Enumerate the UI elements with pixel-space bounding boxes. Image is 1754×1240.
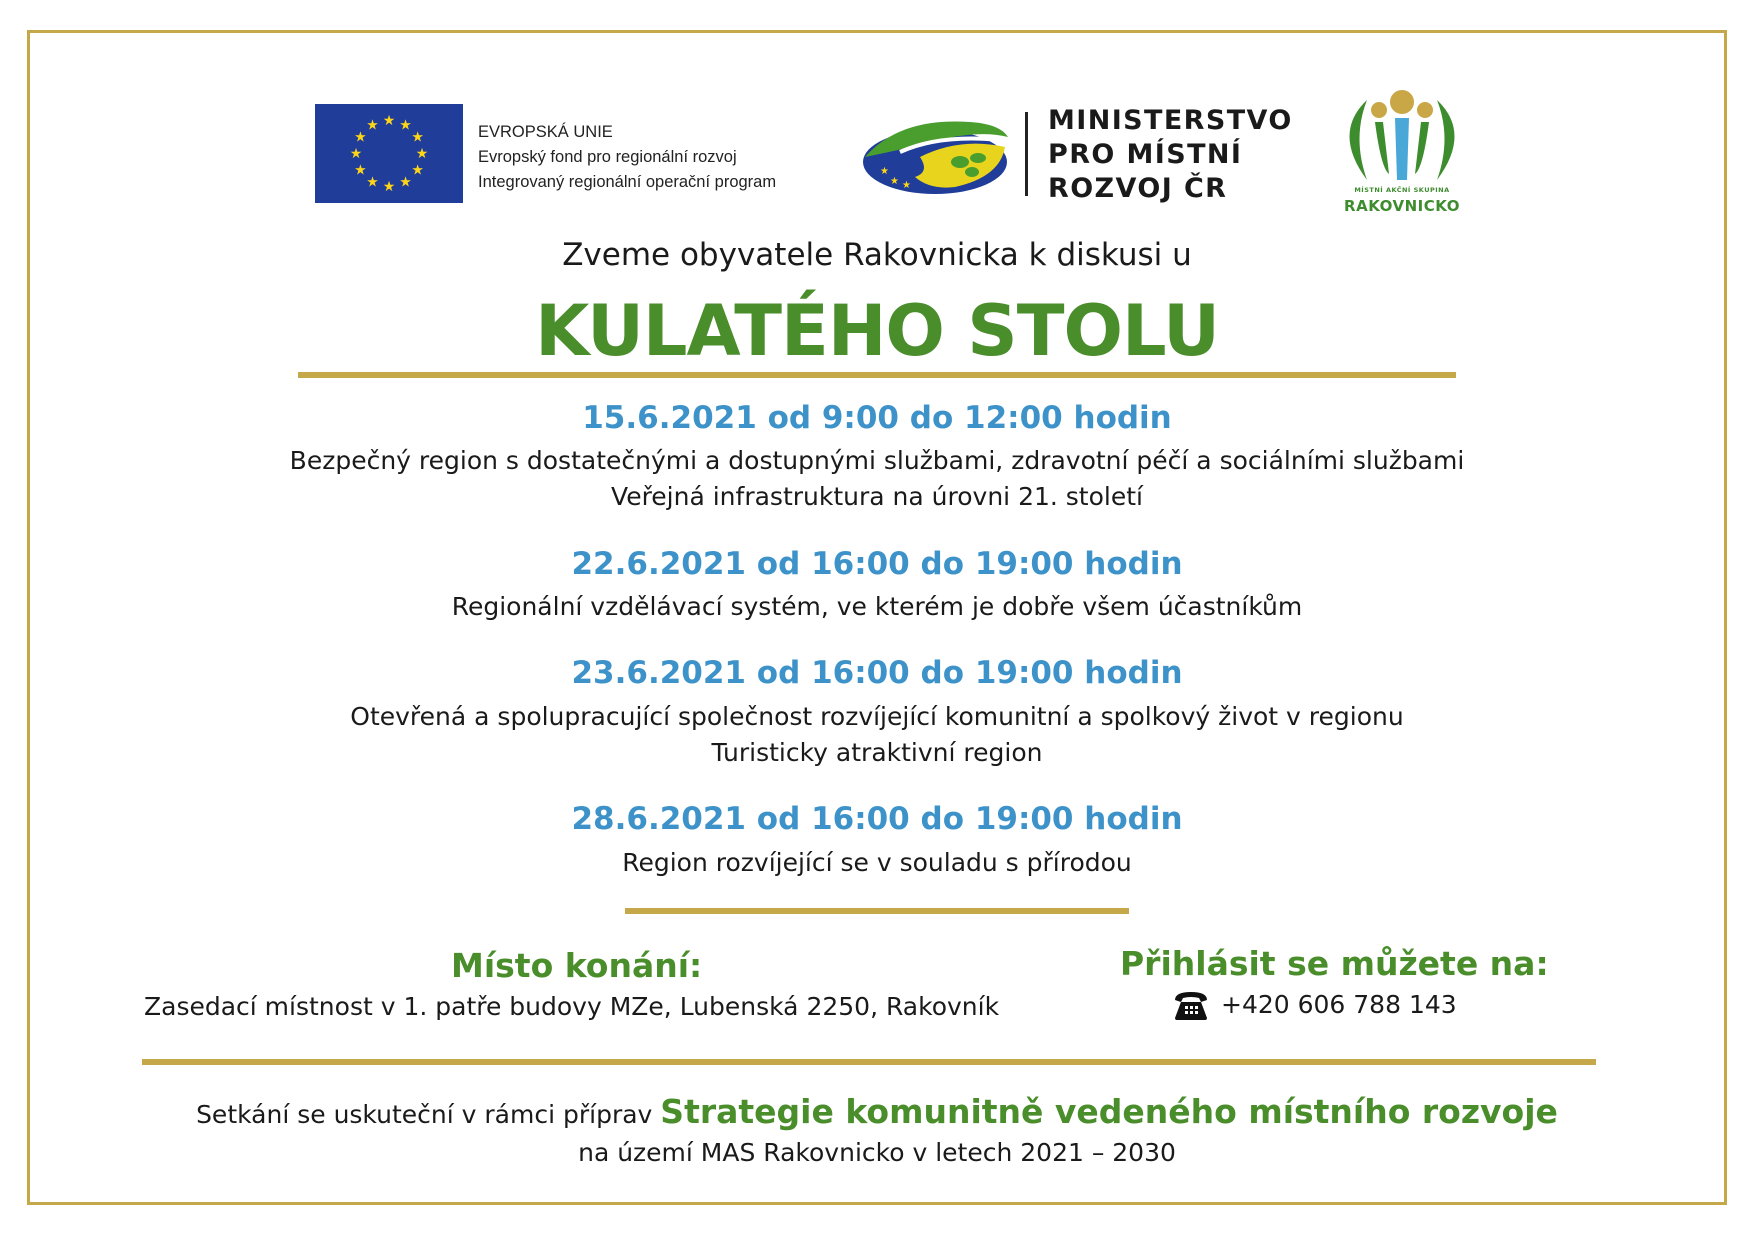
mmr-logo-text — [1048, 104, 1293, 206]
session-topic: Turisticky atraktivní region — [711, 738, 1043, 767]
venue-address: Zasedací místnost v 1. patře budovy MZe, Lubenská 2250, Rakovník — [144, 992, 1000, 1021]
eu-star-icon: ★ — [411, 162, 424, 179]
footer-line-2: na území MAS Rakovnicko v letech 2021 – 2030 — [578, 1138, 1176, 1167]
eu-logo-text — [478, 120, 776, 195]
eu-star-icon: ★ — [399, 174, 412, 191]
invite-line: Zveme obyvatele Rakovnicka k diskusi u — [562, 237, 1192, 273]
session-date: 22.6.2021 od 16:00 do 19:00 hodin — [571, 546, 1183, 582]
eu-star-icon: ★ — [399, 117, 412, 134]
eu-star-icon: ★ — [354, 162, 367, 179]
eu-star-icon: ★ — [366, 174, 379, 191]
mas-logo-subtitle: MÍSTNÍ AKČNÍ SKUPINA — [1354, 186, 1450, 194]
mas-logo-name: RAKOVNICKO — [1344, 197, 1460, 215]
mmr-logo-divider — [1025, 112, 1028, 196]
eu-stars-icon — [315, 104, 463, 203]
svg-text:★: ★ — [890, 176, 899, 187]
session-date: 23.6.2021 od 16:00 do 19:00 hodin — [571, 655, 1183, 691]
session-topic: Region rozvíjející se v souladu s přírodou — [622, 848, 1132, 877]
eu-star-icon: ★ — [366, 117, 379, 134]
footer-strategy-title: Strategie komunitně vedeného místního rozvoje — [660, 1092, 1558, 1131]
eu-text-line: Evropský fond pro regionální rozvoj — [478, 148, 737, 166]
mmr-text-line: MINISTERSTVO — [1048, 105, 1293, 136]
footer-line-1 — [0, 1092, 1754, 1131]
page-title: KULATÉHO STOLU — [535, 290, 1219, 372]
eu-star-icon: ★ — [411, 129, 424, 146]
eu-star-icon: ★ — [354, 129, 367, 146]
mmr-logo-graphic — [860, 112, 1010, 197]
sessions-divider — [625, 908, 1129, 914]
venue-heading: Místo konání: — [451, 946, 703, 985]
registration-phone: +420 606 788 143 — [1221, 990, 1457, 1019]
eu-star-icon: ★ — [382, 179, 396, 195]
mas-rakovnicko-logo — [1337, 88, 1467, 188]
eu-star-icon: ★ — [415, 146, 429, 162]
eu-text-line: EVROPSKÁ UNIE — [478, 123, 613, 141]
headline-divider — [298, 372, 1456, 378]
eu-flag-logo — [315, 104, 463, 203]
mmr-text-line: ROZVOJ ČR — [1048, 173, 1228, 204]
eu-star-icon: ★ — [382, 113, 396, 129]
footer-divider — [142, 1059, 1596, 1065]
session-date: 15.6.2021 od 9:00 do 12:00 hodin — [582, 400, 1172, 436]
session-topic: Bezpečný region s dostatečnými a dostupnými službami, zdravotní péčí a sociálními službami — [289, 446, 1465, 475]
svg-text:★: ★ — [902, 180, 911, 191]
eu-star-icon: ★ — [349, 146, 363, 162]
mmr-text-line: PRO MÍSTNÍ — [1048, 139, 1243, 170]
footer-prefix: Setkání se uskuteční v rámci příprav — [196, 1100, 653, 1129]
session-date: 28.6.2021 od 16:00 do 19:00 hodin — [571, 801, 1183, 837]
svg-text:★: ★ — [880, 166, 889, 177]
eu-text-line: Integrovaný regionální operační program — [478, 173, 777, 191]
phone-icon — [1171, 990, 1211, 1022]
session-topic: Regionální vzdělávací systém, ve kterém je dobře všem účastníkům — [451, 592, 1303, 621]
session-topic: Veřejná infrastruktura na úrovni 21. století — [611, 482, 1143, 511]
session-topic: Otevřená a spolupracující společnost rozvíjející komunitní a spolkový život v regionu — [350, 702, 1404, 731]
registration-heading: Přihlásit se můžete na: — [1120, 944, 1549, 983]
